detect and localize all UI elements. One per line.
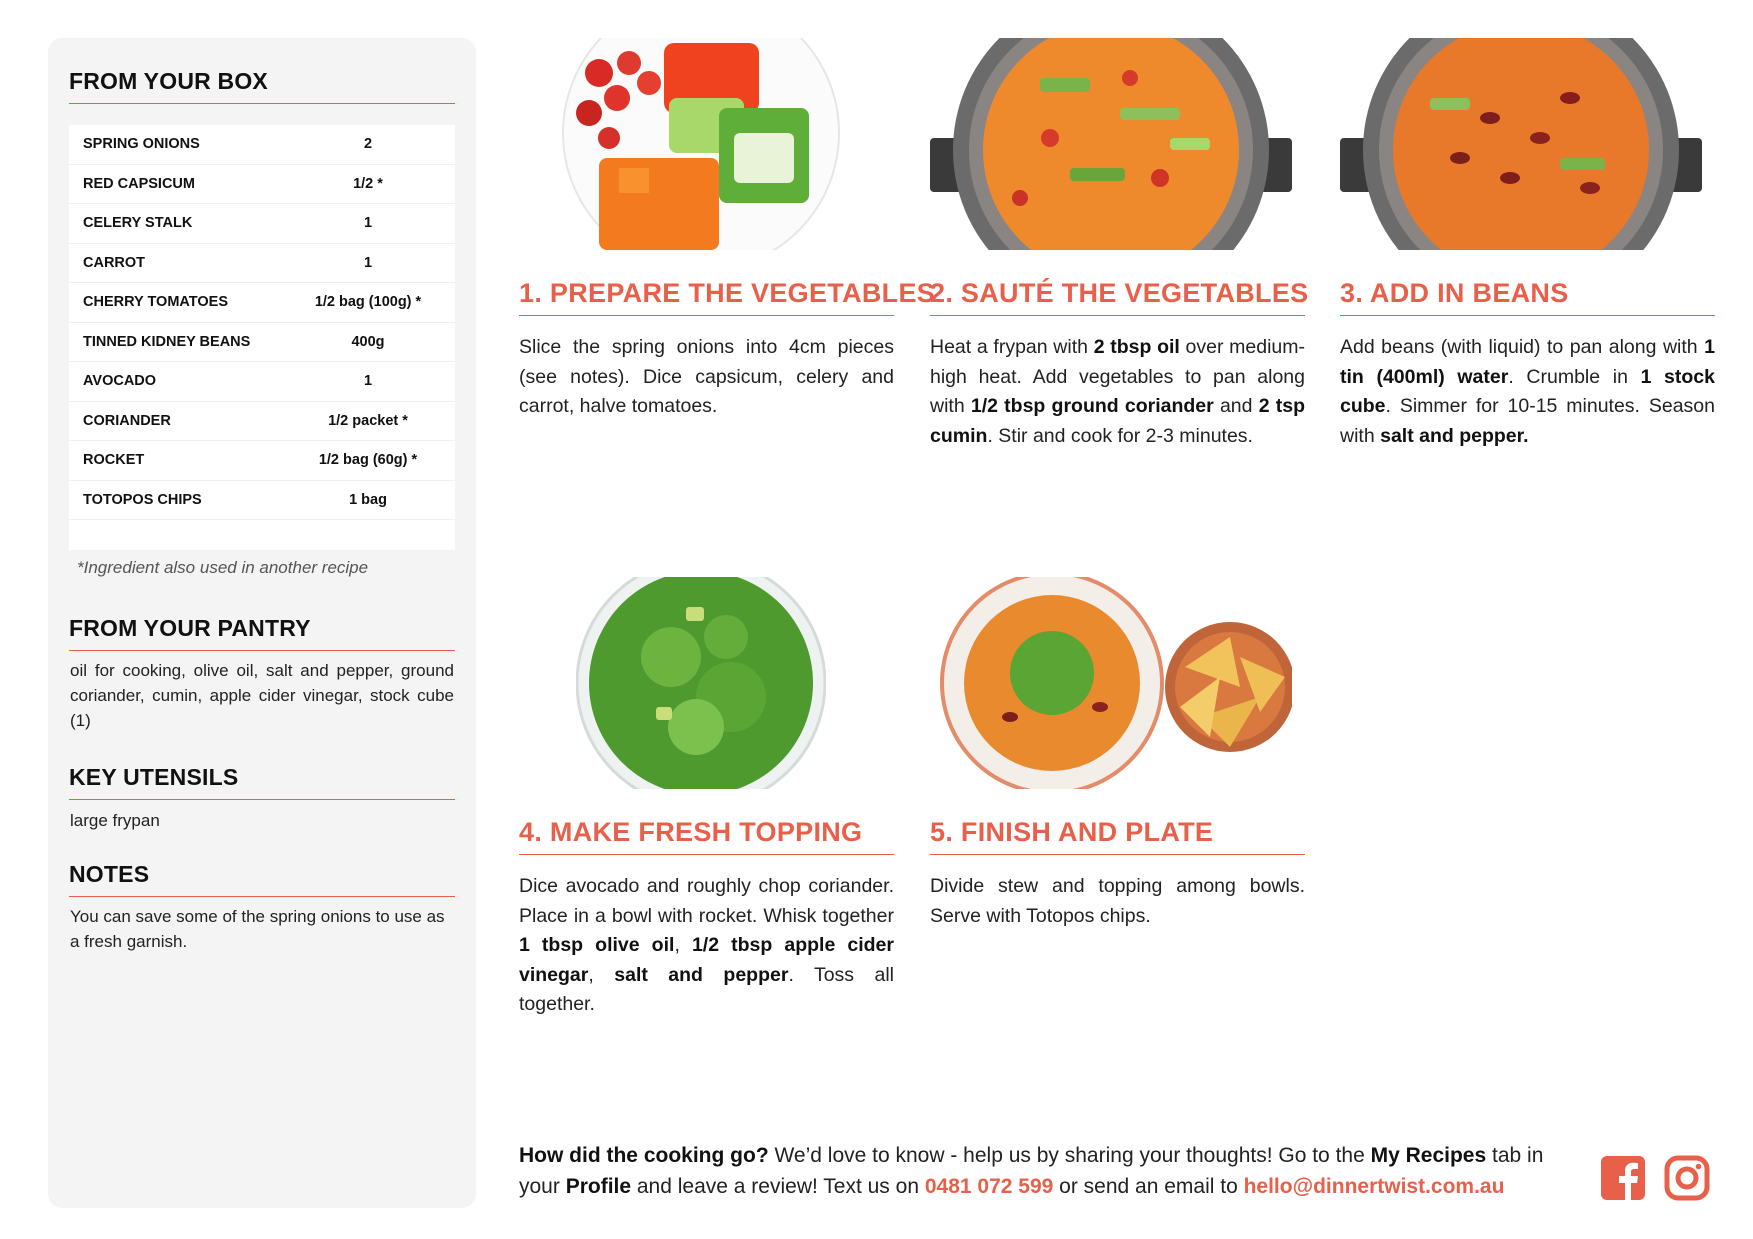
step-1-title: 1. PREPARE THE VEGETABLES xyxy=(519,278,894,316)
step-bold-text: 1 stock cube xyxy=(1340,365,1715,417)
step-4-photo-rocket-salad xyxy=(576,577,826,789)
ingredient-name: TINNED KIDNEY BEANS xyxy=(83,333,251,350)
step-text: . Crumble in xyxy=(1508,365,1641,388)
step-5-photo-plated-stew xyxy=(940,577,1292,789)
ingredient-quantity: 1/2 bag (60g) * xyxy=(318,452,418,469)
ingredient-row xyxy=(69,323,455,363)
step-text: . Toss all together. xyxy=(519,963,894,1015)
step-5-title: 5. FINISH AND PLATE xyxy=(930,817,1305,855)
footer-text: We’d love to know - help us by sharing your thoughts! Go to the xyxy=(768,1144,1371,1167)
step-4-title: 4. MAKE FRESH TOPPING xyxy=(519,817,894,855)
ingredient-quantity: 400g xyxy=(351,333,385,350)
utensils-heading: KEY UTENSILS xyxy=(69,764,455,800)
footer-text: Profile xyxy=(565,1175,632,1198)
step-text: and xyxy=(1213,395,1259,417)
ingredient-quantity: 1/2 bag (100g) * xyxy=(314,294,422,311)
ingredient-footnote: *Ingredient also used in another recipe xyxy=(77,558,369,577)
ingredient-row xyxy=(69,204,455,244)
step-text: . Stir and cook for 2-3 minutes. xyxy=(987,424,1253,447)
ingredient-name: TOTOPOS CHIPS xyxy=(83,491,202,508)
ingredient-quantity: 1/2 packet * xyxy=(328,412,408,429)
step-text: Slice the spring onions into 4cm pieces (see notes). Dice capsicum, celery and carrot, halve tomatoes. xyxy=(519,336,894,417)
ingredient-row xyxy=(69,402,455,442)
ingredient-name: CHERRY TOMATOES xyxy=(83,294,229,311)
step-bold-text: 1 tin (400ml) water xyxy=(1340,336,1715,388)
step-5-body xyxy=(930,872,1305,931)
step-text: Heat a frypan with xyxy=(930,336,1094,358)
pantry-text: oil for cooking, olive oil, salt and pepper, ground coriander, cumin, apple cider vinegar, stock cube (1) xyxy=(70,661,454,730)
feedback-footer xyxy=(519,1140,1589,1202)
ingredient-quantity: 1 bag xyxy=(349,491,387,508)
ingredient-quantity: 2 xyxy=(363,136,373,153)
step-1-body xyxy=(519,333,894,422)
footer-text: My Recipes xyxy=(1370,1144,1487,1167)
footer-text: How did the cooking go? xyxy=(519,1144,769,1167)
ingredient-quantity: 1 xyxy=(363,215,373,232)
footer-text: or send an email to xyxy=(1053,1175,1244,1198)
footer-text: and leave a review! Text us on xyxy=(631,1175,925,1198)
notes-heading: NOTES xyxy=(69,861,455,897)
step-text: , xyxy=(588,963,615,986)
ingredient-row xyxy=(69,362,455,402)
ingredient-name: CARROT xyxy=(83,254,146,271)
footer-text: tab in your xyxy=(519,1144,1544,1198)
step-text: . Simmer for 10-15 minutes. Season with xyxy=(1340,395,1715,447)
step-3-title: 3. ADD IN BEANS xyxy=(1340,278,1715,316)
ingredient-quantity: 1 xyxy=(363,373,373,390)
step-text: over medium-high heat. Add vegetables to pan along with xyxy=(930,336,1305,417)
ingredient-row xyxy=(69,244,455,284)
step-bold-text: salt and pepper xyxy=(614,963,789,986)
step-2-photo-saute-pan xyxy=(930,38,1292,250)
step-2-body xyxy=(930,333,1305,451)
ingredient-quantity: 1/2 * xyxy=(353,175,383,192)
ingredient-name: RED CAPSICUM xyxy=(83,175,195,192)
box-heading: FROM YOUR BOX xyxy=(69,68,455,104)
ingredient-row xyxy=(69,481,455,521)
step-2-title: 2. SAUTÉ THE VEGETABLES xyxy=(930,278,1305,316)
instagram-icon[interactable] xyxy=(1664,1155,1710,1201)
step-text: Add beans (with liquid) to pan along with xyxy=(1340,336,1705,358)
step-bold-text: 1/2 tbsp apple cider vinegar xyxy=(519,934,894,986)
step-bold-text: 2 tbsp oil xyxy=(1093,336,1180,358)
step-bold-text: salt and pepper. xyxy=(1380,424,1529,447)
ingredient-name: ROCKET xyxy=(83,452,145,469)
ingredient-name: CELERY STALK xyxy=(83,215,193,232)
ingredients-table xyxy=(69,125,455,550)
ingredients-sidebar xyxy=(48,38,476,1208)
footer-contact-link[interactable]: 0481 072 599 xyxy=(924,1175,1054,1198)
ingredient-row xyxy=(69,125,455,165)
step-1-photo-chopped-vegetables xyxy=(559,38,859,250)
step-bold-text: 1/2 tbsp ground coriander xyxy=(970,395,1214,417)
footer-contact-link[interactable]: hello@dinnertwist.com.au xyxy=(1243,1175,1505,1198)
ingredient-row xyxy=(69,165,455,205)
ingredient-quantity: 1 xyxy=(363,254,373,271)
step-bold-text: 2 tsp cumin xyxy=(930,395,1305,447)
step-3-body xyxy=(1340,333,1715,451)
step-text: Divide stew and topping among bowls. Serve with Totopos chips. xyxy=(930,875,1305,927)
ingredient-name: SPRING ONIONS xyxy=(83,136,200,153)
step-4-body xyxy=(519,872,894,1020)
pantry-heading: FROM YOUR PANTRY xyxy=(69,615,455,651)
ingredient-name: AVOCADO xyxy=(83,373,157,390)
facebook-icon[interactable] xyxy=(1600,1155,1646,1201)
notes-text: You can save some of the spring onions to use as a fresh garnish. xyxy=(70,907,445,951)
step-text: , xyxy=(674,934,692,956)
ingredient-row xyxy=(69,283,455,323)
step-text: Dice avocado and roughly chop coriander. Place in a bowl with rocket. Whisk together xyxy=(519,875,894,927)
step-3-photo-beans-stew xyxy=(1340,38,1702,250)
utensils-text: large frypan xyxy=(70,811,160,830)
step-bold-text: 1 tbsp olive oil xyxy=(519,934,675,956)
ingredient-row xyxy=(69,441,455,481)
ingredient-name: CORIANDER xyxy=(83,412,171,429)
